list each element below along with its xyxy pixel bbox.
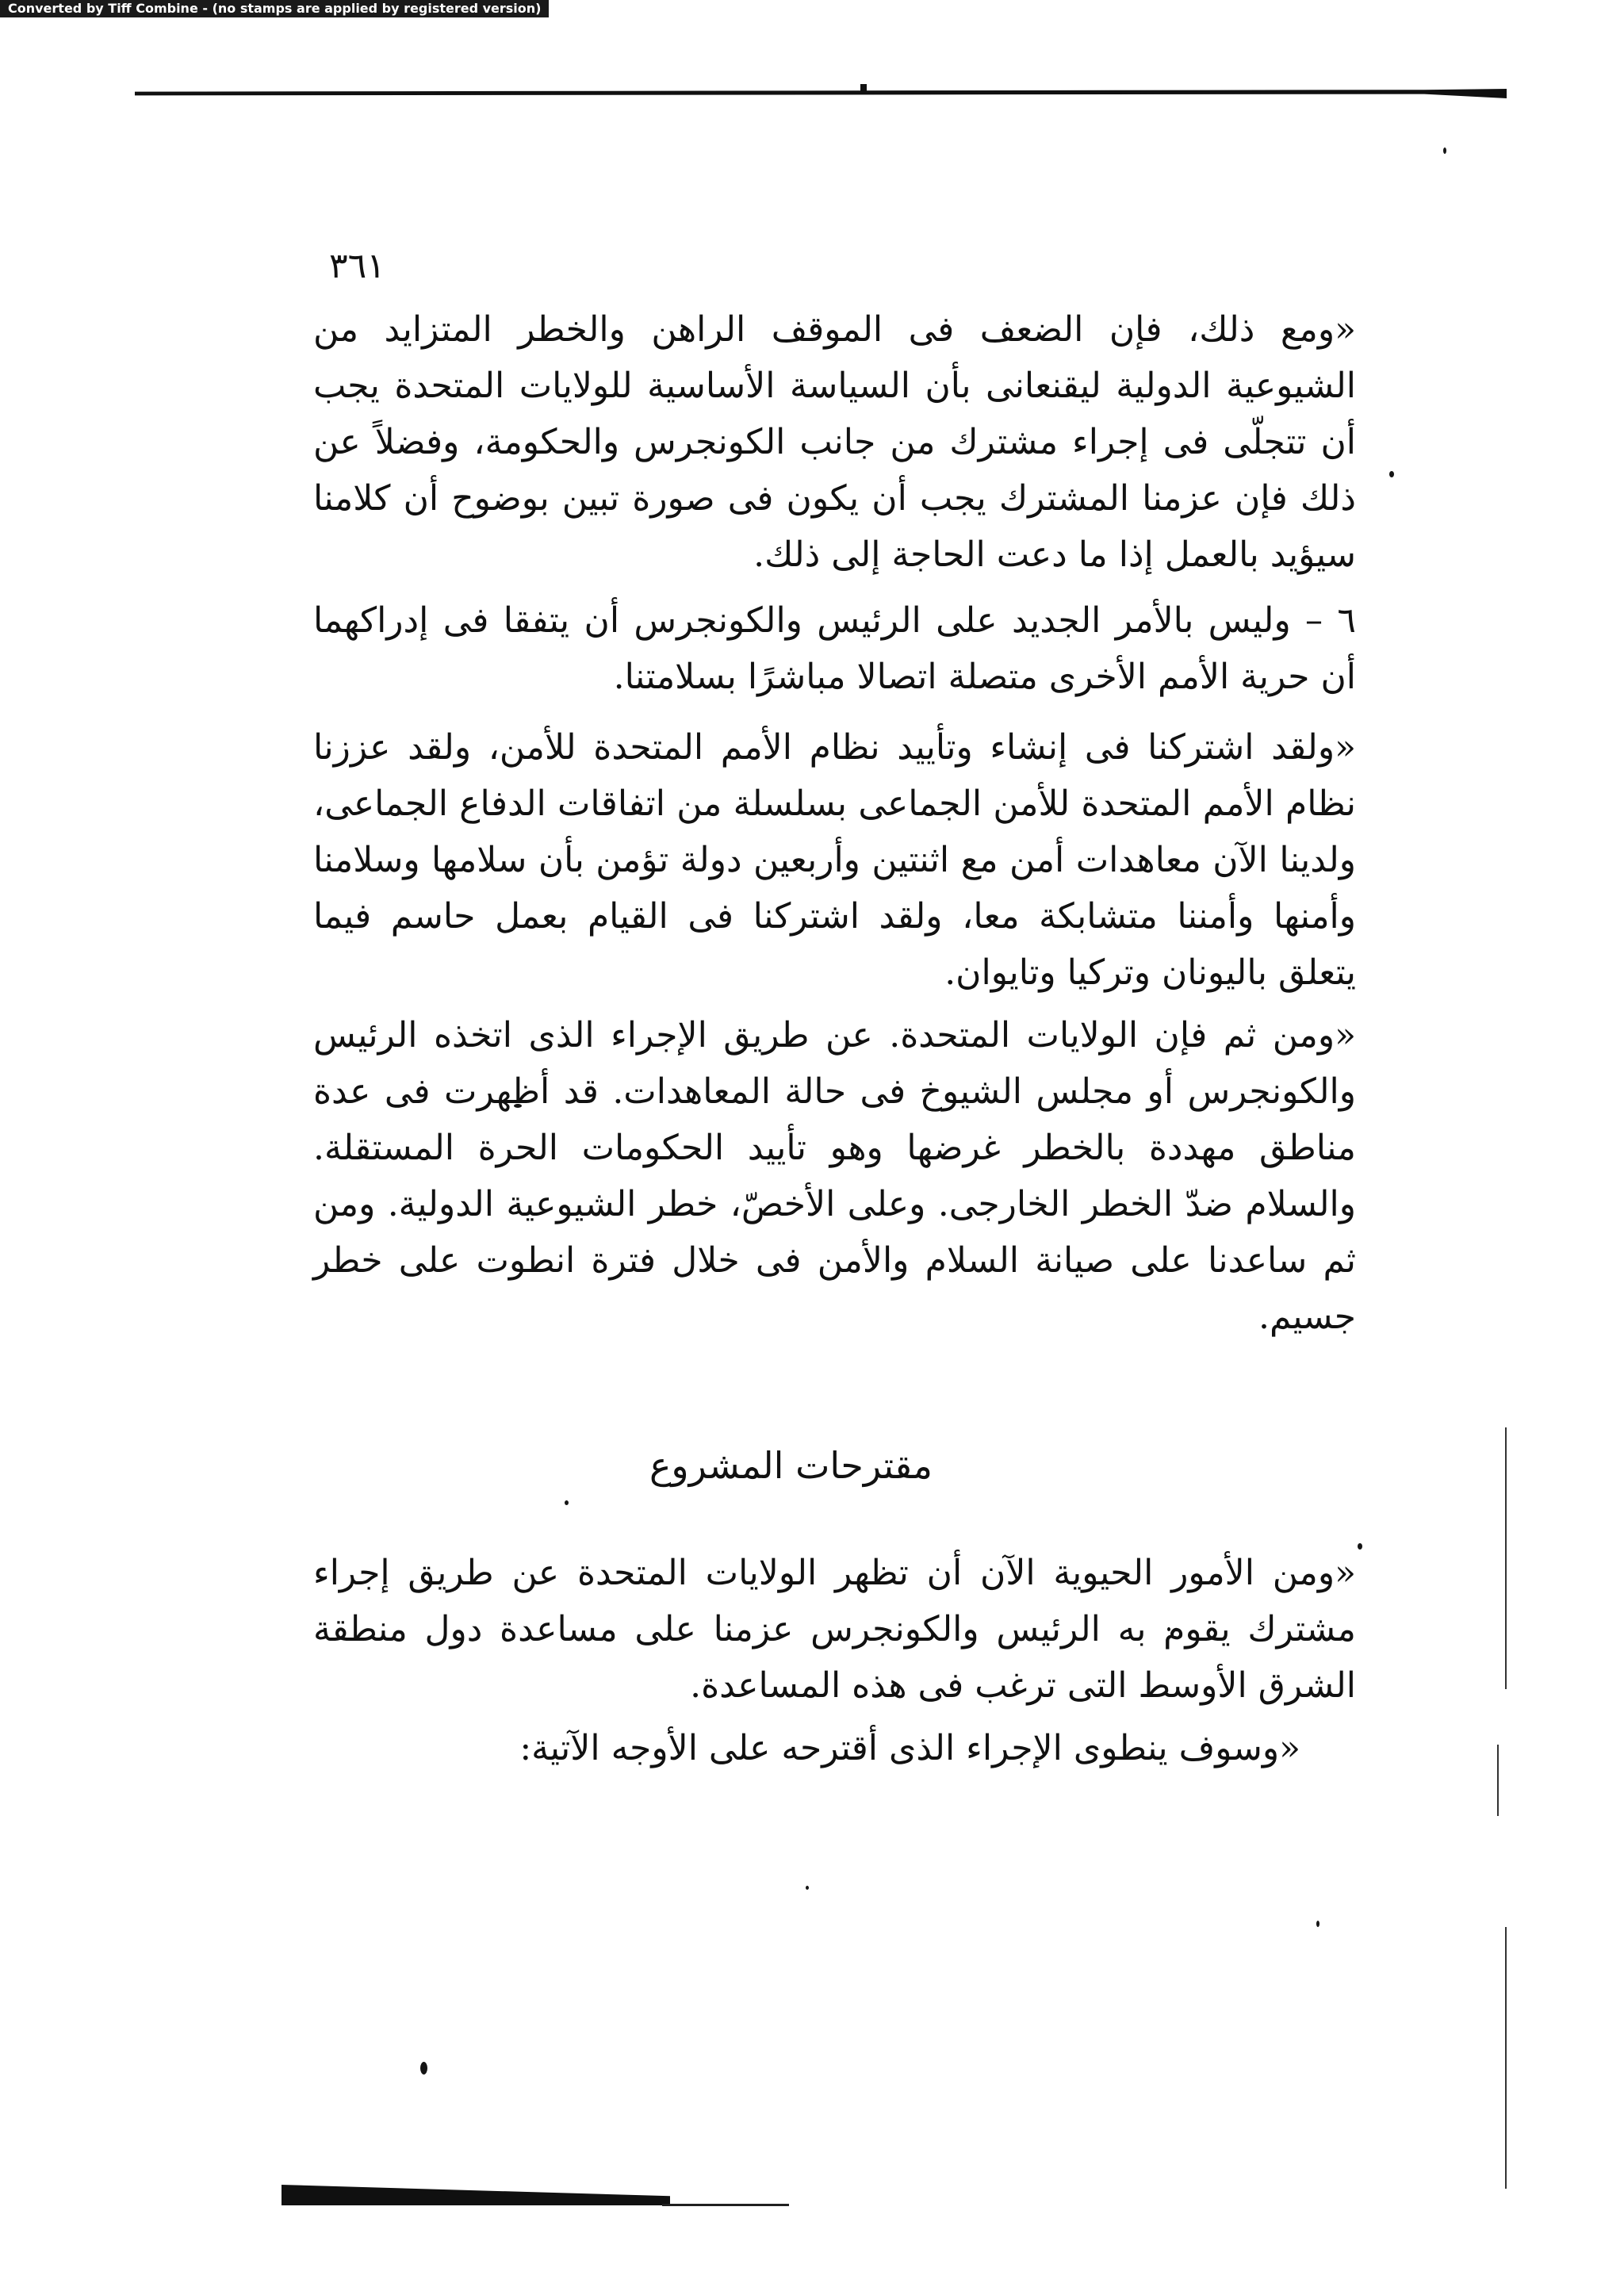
scan-speck: [1443, 147, 1446, 154]
top-rule-mark: [860, 84, 867, 92]
section-heading: مقترحات المشروع: [649, 1444, 933, 1487]
bottom-rule-thick: [282, 2185, 670, 2205]
converter-banner: Converted by Tiff Combine - (no stamps are applied by registered version): [0, 0, 549, 17]
paragraph: «ومع ذلك، فإن الضعف فى الموقف الراهن والخطر المتزايد من الشيوعية الدولية ليقنعانى بأن السياسة الأساسية للولايات المتحدة يجب أن تتجلّى فى إجراء مشترك من جانب الكونجرس والحكومة، وفضلاً عن ذلك فإن عزمنا المشترك يجب أن يكون فى صورة تبين بوضوح أن كلامنا سيؤيد بالعمل إذا ما دعت الحاجة إلى ذلك.: [313, 309, 1356, 575]
scan-edge-line: [1505, 1927, 1507, 2189]
scan-edge-line: [1497, 1745, 1499, 1816]
scan-edge-line: [1505, 1427, 1507, 1689]
paragraph: «وسوف ينطوى الإجراء الذى أقترحه على الأوجه الآتية:: [519, 1728, 1300, 1768]
scan-speck: [1358, 1543, 1362, 1550]
scan-speck: [1389, 471, 1394, 477]
top-rule: [135, 89, 1507, 98]
bottom-rule-thin: [662, 2204, 789, 2206]
page-number: ٣٦١: [329, 246, 385, 286]
scan-speck: [1316, 1921, 1320, 1927]
paragraph: «ولقد اشتركنا فى إنشاء وتأييد نظام الأمم المتحدة للأمن، ولقد عززنا نظام الأمم المتحدة للأمن الجماعى بسلسلة من اتفاقات الدفاع الجماعى، ولدينا الآن معاهدات أمن مع اثنتين وأربعين دولة تؤمن بأن سلامها وسلامنا وأمنها وأمننا متشابكة معا، ولقد اشتركنا فى القيام بعمل حاسم فيما يتعلق باليونان وتركيا وتايوان.: [313, 727, 1356, 993]
paragraph: «ومن الأمور الحيوية الآن أن تظهر الولايات المتحدة عن طريق إجراء مشترك يقوم به الرئيس والكونجرس عزمنا على مساعدة دول منطقة الشرق الأوسط التى ترغب فى هذه المساعدة.: [313, 1553, 1357, 1706]
numbered-paragraph: ٦ – وليس بالأمر الجديد على الرئيس والكونجرس أن يتفقا فى إدراكهما أن حرية الأمم الأخرى متصلة اتصالا مباشرًا بسلامتنا.: [313, 600, 1356, 697]
scan-speck: [806, 1886, 809, 1890]
scan-speck: [420, 2062, 427, 2075]
page-content: [313, 301, 1356, 1776]
bottom-rule: [282, 2185, 789, 2209]
paragraph: «ومن ثم فإن الولايات المتحدة. عن طريق الإجراء الذى اتخذه الرئيس والكونجرس أو مجلس الشيوخ فى حالة المعاهدات. قد أظهرت فى عدة مناطق مهددة بالخطر غرضها وهو تأييد الحكومات الحرة المستقلة. والسلام ضدّ الخطر الخارجى. وعلى الأخصّ، خطر الشيوعية الدولية. ومن ثم ساعدنا على صيانة السلام والأمن فى خلال فترة انطوت على خطر جسيم.: [313, 1015, 1356, 1337]
